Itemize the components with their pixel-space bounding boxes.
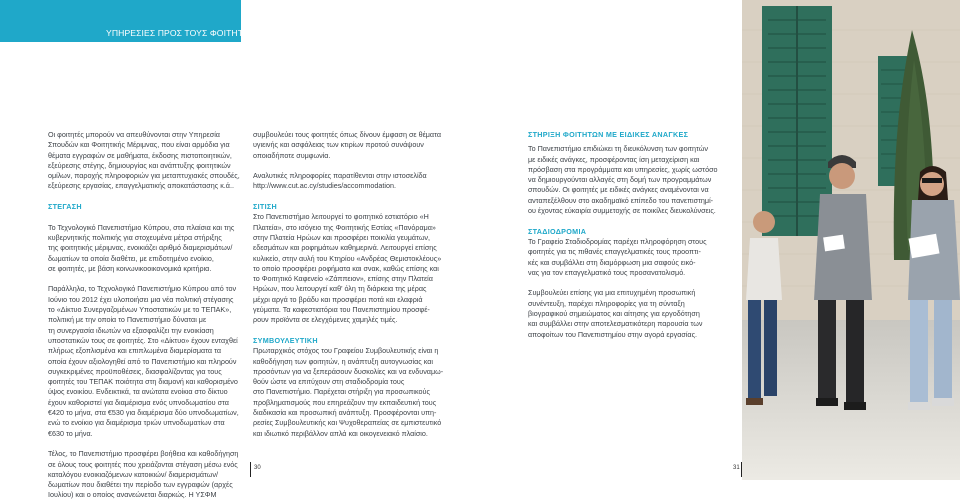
text-line: Ιουλίου) και ο οποίος ανανεώνεται διαρκώς. Η ΥΣΦΜ (48, 490, 217, 500)
text-line: διαδικασία και προσωπική ανάπτυξη. Προσφέρονται υπη- (253, 408, 437, 418)
text-line: σπουδών. Οι φοιτητές με ειδικές ανάγκες αναμένονται να (528, 185, 709, 195)
text-line: και συμβάλλει στην αποτελεσματικότερη παρουσία των (528, 319, 703, 329)
text-line: οποία έχουν αξιολογηθεί από το Πανεπιστήμιο και πληρούν (48, 356, 237, 366)
text-line: με ειδικές ανάγκες, προσφέροντας ίση μεταχείριση και (528, 154, 700, 164)
text-line: το οποίο προσφέρει ροφήματα και σνακ, καθώς επίσης και (253, 263, 439, 273)
heading-special-needs: ΣΤΗΡΙΞΗ ΦΟΙΤΗΤΩΝ ΜΕ ΕΙΔΙΚΕΣ ΑΝΑΓΚΕΣ (528, 130, 689, 139)
text-line: Παράλληλα, το Τεχνολογικό Πανεπιστήμιο Κύπρου από τον (48, 284, 237, 294)
text-line: κές και συμβάλλει στη διαμόρφωση μια σαφούς εικό- (528, 257, 696, 267)
text-line: γεύματα. Τα καφεστιατόρια του Πανεπιστημίου προσφέ- (253, 305, 430, 315)
text-line: Το Τεχνολογικό Πανεπιστήμιο Κύπρου, στα πλαίσια και της (48, 222, 235, 232)
housing-paragraph-3 (48, 449, 244, 500)
text-line: κυβερνητικής πολιτικής για στοχευμένα μέτρα στήριξης (48, 232, 222, 242)
text-line: €630 το μήνα. (48, 428, 93, 438)
text-line: εξεύρεσης στέγης, δημιουργίας και ανάπτυξης φοιτητικών (48, 160, 231, 170)
text-line: συγκεκριμένες προϋποθέσεις, διασφαλίζοντας για τους (48, 366, 222, 376)
housing-paragraph-2 (48, 284, 244, 438)
page-number-right: 31 (733, 465, 740, 471)
text-line: πλήρως εξοπλισμένα και επιπλωμένα διαμερίσματα τα (48, 346, 221, 356)
text-line: ου έχοντας εύκαιρία συμμετοχής σε ποικίλες διευκολύνσεις. (528, 206, 716, 216)
text-line: Το Πανεπιστήμιο επιδιώκει τη διευκόλυνση των φοιτητών (528, 144, 708, 154)
housing-paragraph-4 (253, 130, 455, 161)
text-line: βιογραφικού σημειώματος και αίτησης για εργοδότηση (528, 309, 700, 319)
heading-dining: ΣΙΤΙΣΗ (253, 202, 278, 212)
text-line: Πλατεία», στο ισόγειο της Φοιτητικής Εστίας «Πανόραμα» (253, 222, 436, 232)
text-line: και ιδιωτικό περιβάλλον απλά και οικογενειακό πλαίσιο. (253, 428, 428, 438)
text-line: μέχρι αργά το βράδυ και προσφέρει ποτά και ελαφριά (253, 294, 423, 304)
text-line: πολιτική με την οποία το Πανεπιστήμιο δύναται με (48, 315, 207, 325)
text-line: στο Πανεπιστήμιο. Παρέχεται στήριξη για προσωπικούς (253, 387, 430, 397)
text-line: ρεσίες Συμβουλευτικής και Ψυχοθεραπείας σε εμπιστευτικό (253, 418, 442, 428)
text-line: αποφοίτων του Πανεπιστημίου στην αγορά εργασίας. (528, 329, 698, 339)
text-line: συμβουλεύει τους φοιτητές όπως δίνουν έμφαση σε θέματα (253, 130, 441, 139)
text-line: ομίλων, παροχής πληροφοριών για μεταπτυχιακές σπουδές, (48, 171, 240, 181)
text-line: πρόσβαση στα προγράμματα και υπηρεσίες, χωρίς ωστόσο (528, 164, 718, 174)
text-line: να δημιουργούνται αλλαγές στη δομή των προγραμμάτων (528, 175, 712, 185)
text-line: καθοδήγηση των φοιτητών, η ανάπτυξη αυτογνωσίας και (253, 356, 434, 366)
text-line: εδεσμάτων και ροφημάτων καθημερινά. Λειτουργεί επίσης (253, 243, 437, 253)
career-paragraph-1 (528, 237, 735, 278)
text-line: στην Πλατεία Ηρώων και προσφέρει ποικιλία γευμάτων, (253, 232, 431, 242)
career-paragraph-2 (528, 288, 735, 339)
column-1 (48, 130, 244, 501)
intro-paragraph (48, 130, 244, 192)
page-number-rule-left (250, 462, 251, 477)
text-line: θέματα εγγραφών σε μαθήματα, έκδοσης πιστοποιητικών, (48, 150, 232, 160)
text-line: Στο Πανεπιστήμιο λειτουργεί το φοιτητικό εστιατόριο «Η (253, 212, 429, 222)
text-line: φοιτητές για τις πιθανές επαγγελματικές τους προοπτι- (528, 247, 701, 257)
text-line: Το Γραφείο Σταδιοδρομίας παρέχει πληροφόρηση στους (528, 236, 707, 246)
text-line: εξεύρεσης εργασίας, επαγγελματικής αποκατάστασης κ.ά.. (48, 181, 234, 191)
text-line: €420 το μήνα, στα €530 για διαμέρισμα δύο υπνοδωματίων, (48, 408, 239, 418)
heading-counseling: ΣΥΜΒΟΥΛΕΥΤΙΚΗ (253, 335, 318, 345)
column-3 (528, 130, 735, 340)
photo-illustration (742, 0, 960, 480)
heading-career: ΣΤΑΔΙΟΔΡΟΜΙΑ (528, 226, 587, 236)
text-line: συνέντευξη, παρέχει πληροφορίες για τη σύνταξη (528, 298, 685, 308)
text-line: ανταπεξέλθουν στο ακαδημαϊκό επίπεδο του πανεπιστημί- (528, 195, 714, 205)
text-line: καταλόγου ενοικιαζόμενων κατοικιών/ διαμερισμάτων/ (48, 469, 218, 479)
dining-paragraph (253, 212, 455, 325)
text-line: ενώ το ενοίκιο για διαμέρισμα τριών υπνοδωματίων στα (48, 418, 225, 428)
text-line: φοιτητές του ΤΕΠΑΚ ποιότητα στη διαμονή και καθορισμένο (48, 377, 238, 387)
accommodation-info-paragraph (253, 171, 455, 192)
text-line: δωματίων τα οποία διαθέτει, με επιδοτημένο ενοίκιο, (48, 253, 214, 263)
text-line: θούν ώστε να επιτύχουν στη σταδιοδρομία τους (253, 377, 405, 387)
text-line: Σπουδών και Φοιτητικής Μέριμνας, που είναι αρμόδια για (48, 140, 230, 150)
text-line: Ηρώων, που λειτουργεί καθ' όλη τη διάρκεια της μέρας (253, 284, 427, 294)
text-line: νας για τον επαγγελματικό τους προσανατολισμό. (528, 267, 686, 277)
text-line: δωματίων που διαθέτει την περίοδο των εγγραφών (αρχές (48, 480, 233, 490)
text-line: υγιεινής και ασφάλειας των κτιρίων προτού συνάψουν (253, 140, 424, 150)
text-line: σε όλους τους φοιτητές που χρειάζονται στέγαση μέσω ενός (48, 459, 238, 469)
counseling-paragraph (253, 346, 455, 439)
column-2 (253, 130, 455, 439)
text-line: έχουν καθοριστεί για διαμέρισμα ενός υπνοδωματίου στα (48, 397, 229, 407)
text-line: Τέλος, το Πανεπιστήμιο προσφέρει βοήθεια και καθοδήγηση (48, 449, 239, 459)
text-line: Αναλυτικές πληροφορίες παρατίθενται στην ιστοσελίδα (253, 171, 427, 181)
text-line: Πρωταρχικός στόχος του Γραφείου Συμβουλευτικής είναι η (253, 346, 439, 356)
page-number-left: 30 (254, 465, 261, 471)
text-line: τη συνεργασία ιδιωτών να εξασφαλίζει την ενοικίαση (48, 325, 214, 335)
students-walking-photo (742, 0, 960, 480)
text-line: προβληματισμούς που επηρεάζουν την εκπαιδευτική τους (253, 397, 437, 407)
text-line: ρουν προϊόντα σε ελεγχόμενες χαμηλές τιμές. (253, 315, 398, 325)
text-line: το Φοιτητικό Καφενείο «Ζάππειον», επίσης στην Πλατεία (253, 274, 433, 284)
housing-paragraph-1 (48, 223, 244, 274)
page-title: ΥΠΗΡΕΣΙΕΣ ΠΡΟΣ ΤΟΥΣ ΦΟΙΤΗΤΕΣ (106, 28, 255, 38)
text-line: κυλικείο, στην αυλή του Κτηρίου «Ανδρέας Θεμιστοκλέους» (253, 253, 442, 263)
text-line: υποστατικών τους σε φοιτητές. Στο «Δίκτυο» έχουν ενταχθεί (48, 335, 238, 345)
text-line: προσόντων για να ξεπεράσουν δυσκολίες και να ενδυναμω- (253, 366, 444, 376)
text-line: το «Δίκτυο Συνεργαζομένων Υποστατικών με το ΤΕΠΑΚ», (48, 305, 232, 315)
text-line: οποιαδήποτε συμφωνία. (253, 150, 331, 160)
heading-housing: ΣΤΕΓΑΣΗ (48, 202, 82, 212)
text-line: Οι φοιτητές μπορούν να απευθύνονται στην Υπηρεσία (48, 130, 220, 139)
text-line: της φοιτητικής μέριμνας, ενοικιάζει αριθμό διαμερισμάτων/ (48, 243, 233, 253)
text-line: Συμβουλεύει επίσης για μια επιτυχημένη προσωπική (528, 288, 696, 298)
text-line: Ιούνιο του 2012 έχει υλοποιήσει μια νέα πολιτική στέγασης (48, 294, 234, 304)
text-line: ύψος ενοικίου. Ενδεικτικά, τα ανώτατα ενοίκια στο δίκτυο (48, 387, 228, 397)
text-line: σε φοιτητές, με βάση κοινωνικοοικονομικά κριτήρια. (48, 263, 212, 273)
special-needs-paragraph (528, 144, 735, 216)
text-line: http://www.cut.ac.cy/studies/accommodation. (253, 181, 397, 191)
